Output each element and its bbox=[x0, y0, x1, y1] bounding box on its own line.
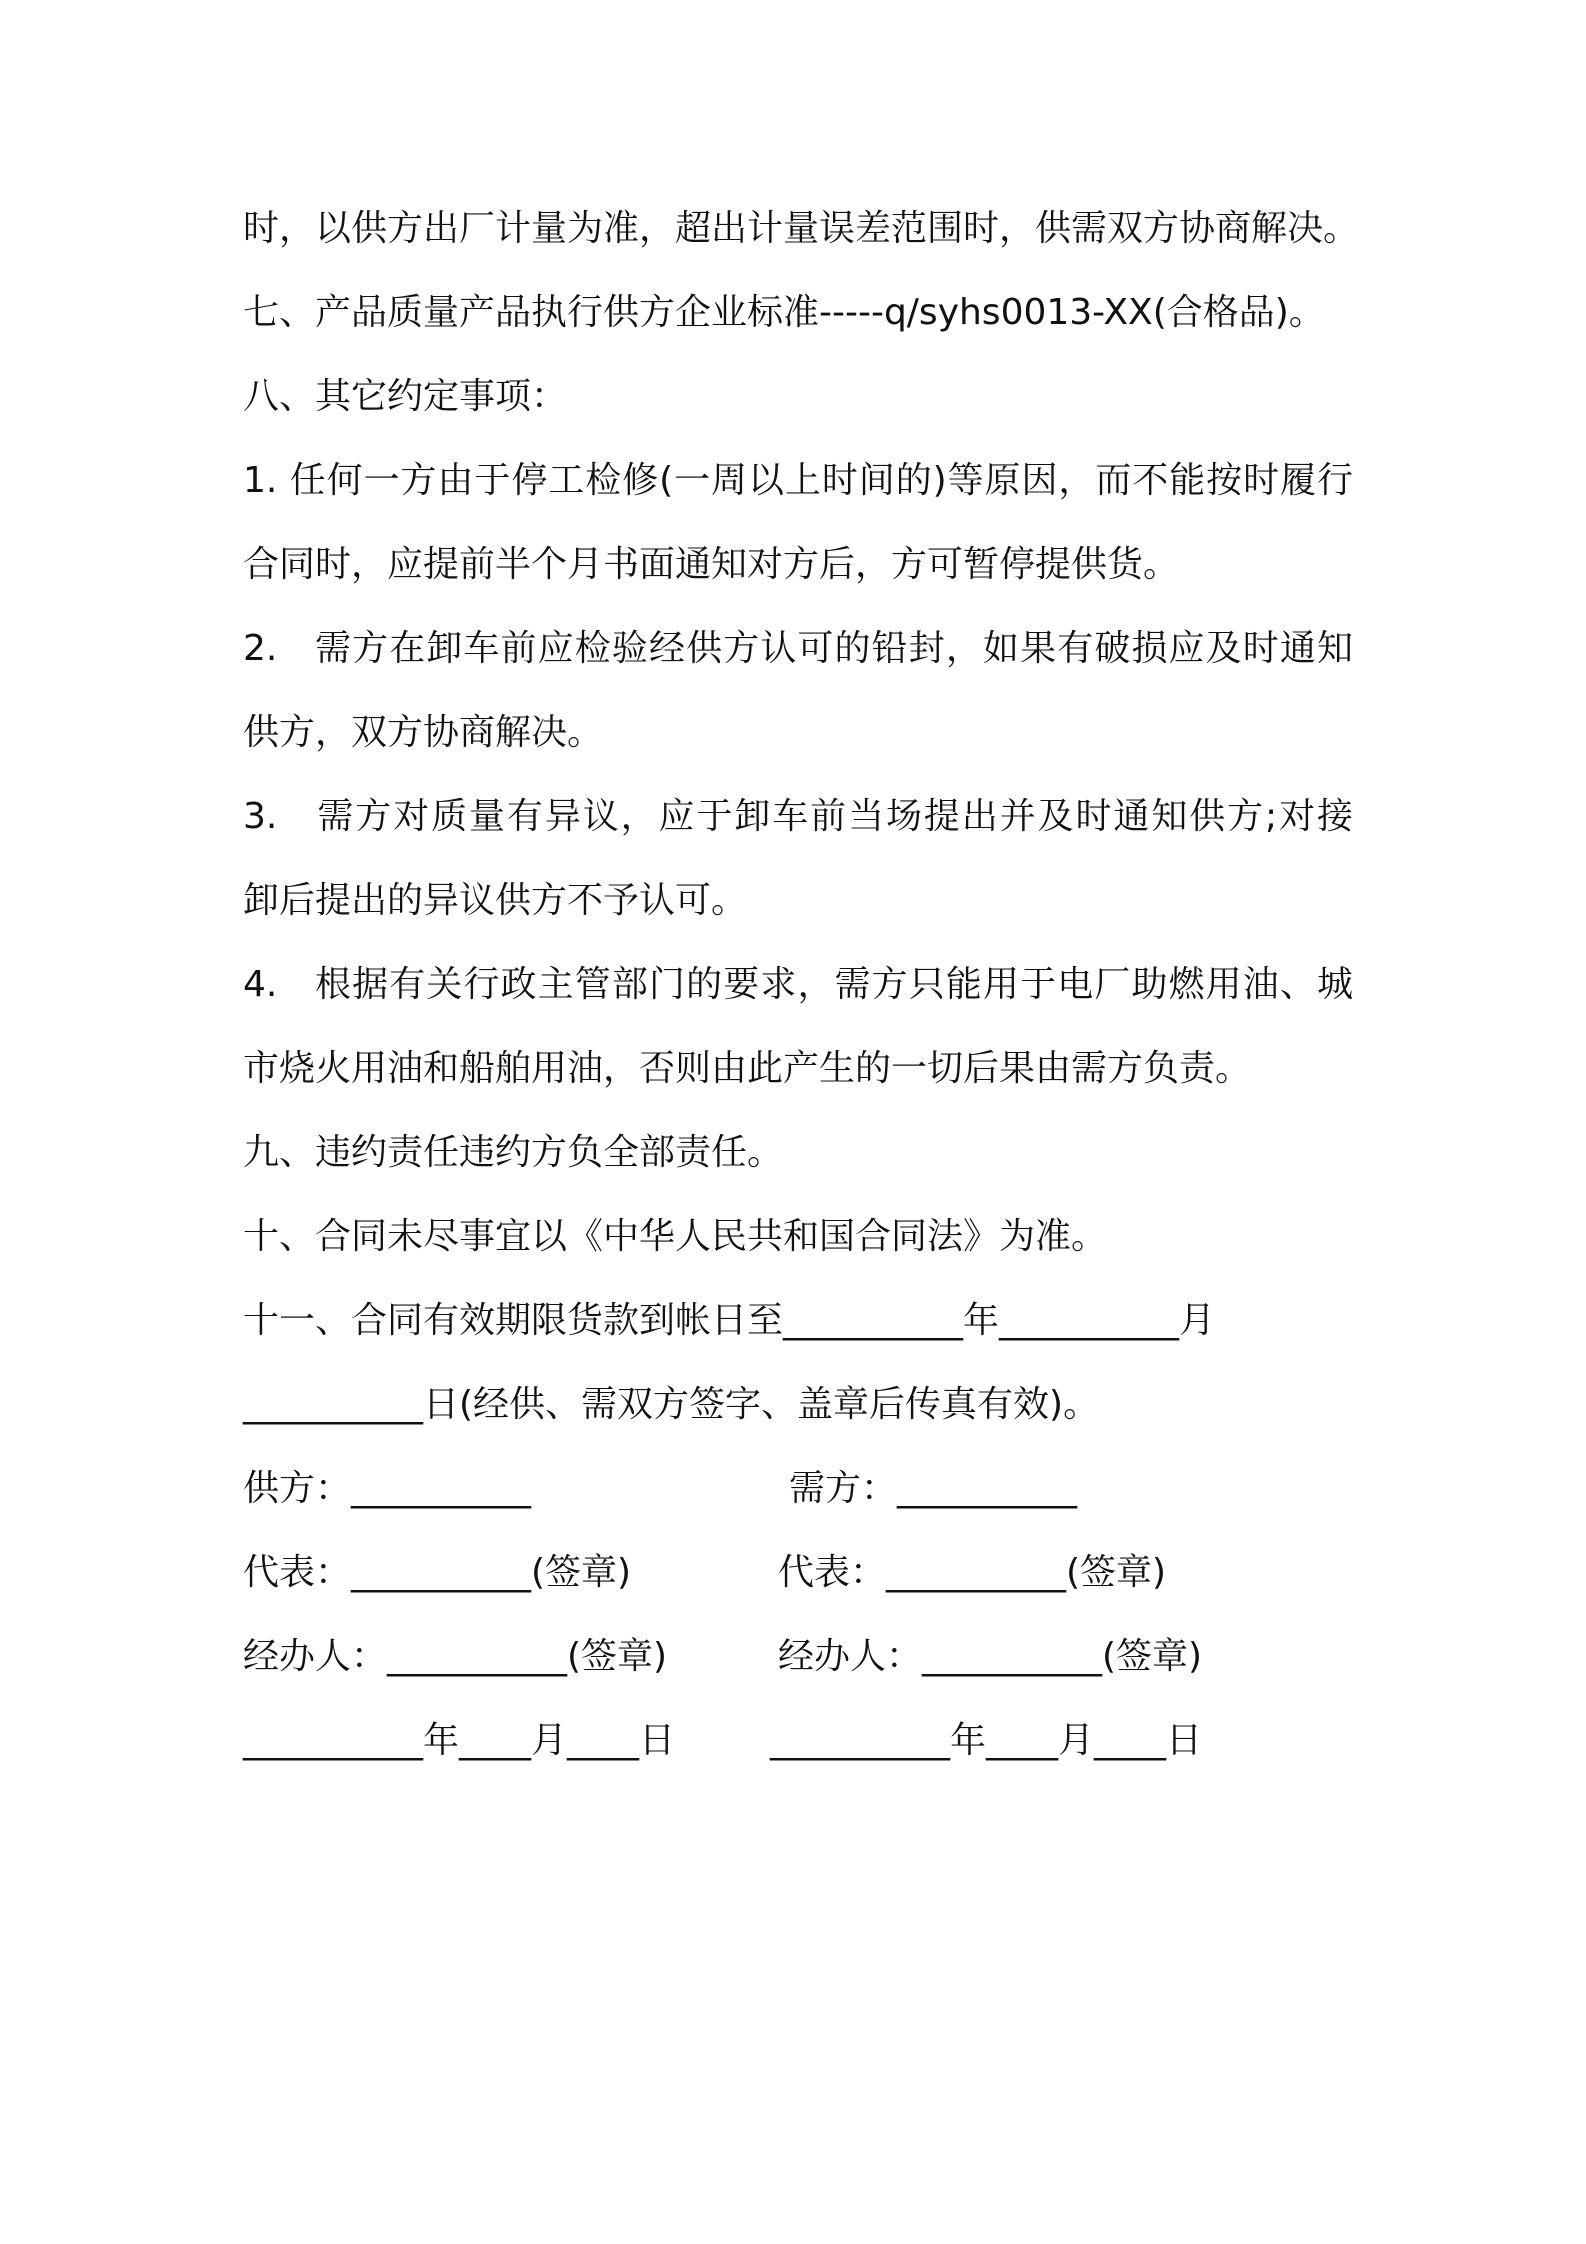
supplier-party-field: 供方：__________ bbox=[243, 1468, 532, 1509]
buyer-party-field: 需方：__________ bbox=[789, 1468, 1078, 1509]
paragraph-line-1: 时，以供方出厂计量为准，超出计量误差范围时，供需双方协商解决。 bbox=[243, 208, 1360, 249]
clause-8-item-2-line-1: 2. 需方在卸车前应检验经供方认可的铅封，如果有破损应及时通知 bbox=[243, 628, 1353, 669]
clause-8-item-1-line-1: 1. 任何一方由于停工检修(一周以上时间的)等原因，而不能按时履行 bbox=[243, 460, 1353, 501]
clause-7-product-quality: 七、产品质量产品执行供方企业标准-----q/syhs0013-XX(合格品)。 bbox=[243, 292, 1325, 333]
clause-8-item-2-line-2: 供方，双方协商解决。 bbox=[243, 712, 604, 753]
clause-8-item-4-line-1: 4. 根据有关行政主管部门的要求，需方只能用于电厂助燃用油、城 bbox=[243, 964, 1353, 1005]
buyer-representative-field: 代表：__________(签章) bbox=[778, 1552, 1167, 1593]
clause-9-liability: 九、违约责任违约方负全部责任。 bbox=[243, 1132, 784, 1173]
clause-8-item-4-line-2: 市烧火用油和船舶用油，否则由此产生的一切后果由需方负责。 bbox=[243, 1048, 1252, 1089]
clause-11-validity-line-1: 十一、合同有效期限货款到帐日至__________年__________月 bbox=[243, 1300, 1216, 1341]
clause-8-item-3-line-1: 3. 需方对质量有异议，应于卸车前当场提出并及时通知供方;对接 bbox=[243, 796, 1353, 837]
clause-10-contract-law: 十、合同未尽事宜以《中华人民共和国合同法》为准。 bbox=[243, 1216, 1108, 1257]
buyer-date-field: __________年____月____日 bbox=[770, 1720, 1202, 1761]
clause-8-item-3-line-2: 卸后提出的异议供方不予认可。 bbox=[243, 880, 748, 921]
supplier-handler-field: 经办人：__________(签章) bbox=[243, 1636, 668, 1677]
supplier-representative-field: 代表：__________(签章) bbox=[243, 1552, 632, 1593]
clause-11-validity-line-2: __________日(经供、需双方签字、盖章后传真有效)。 bbox=[243, 1384, 1100, 1425]
supplier-date-field: __________年____月____日 bbox=[243, 1720, 675, 1761]
buyer-handler-field: 经办人：__________(签章) bbox=[778, 1636, 1203, 1677]
clause-8-item-1-line-2: 合同时，应提前半个月书面通知对方后，方可暂停提供货。 bbox=[243, 544, 1180, 585]
clause-8-heading: 八、其它约定事项： bbox=[243, 376, 568, 417]
